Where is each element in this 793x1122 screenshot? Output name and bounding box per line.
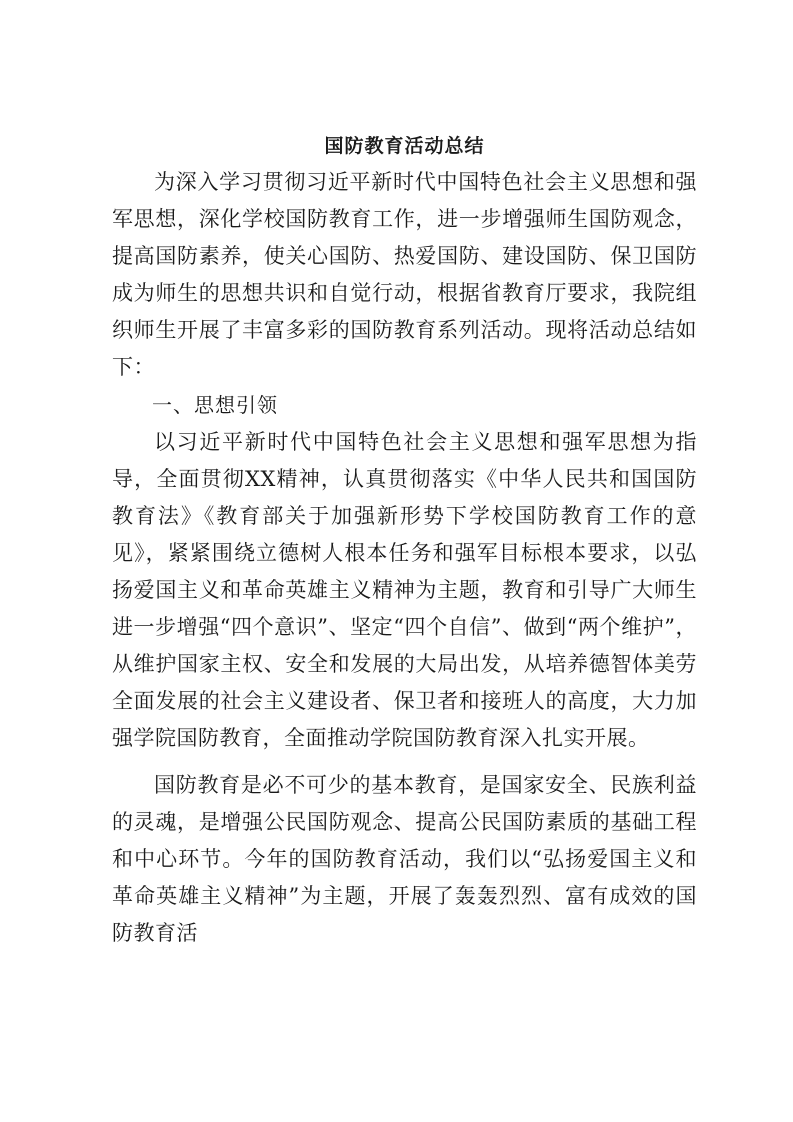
- section1-paragraph-2: 国防教育是必不可少的基本教育，是国家安全、民族利益的灵魂，是增强公民国防观念、提高公民国防素质的基础工程和中心环节。今年的国防教育活动，我们以“弘扬爱国主义和革命英雄主义精神”为主题，开展了轰轰烈烈、富有成效的国防教育活: [112, 773, 697, 945]
- section1-paragraph-1: 以习近平新时代中国特色社会主义思想和强军思想为指导，全面贯彻XX精神，认真贯彻落实《中华人民共和国国防教育法》《教育部关于加强新形势下学校国防教育工作的意见》，紧紧围绕立德树人根本任务和强军目标根本要求，以弘扬爱国主义和革命英雄主义精神为主题，教育和引导广大师生进一步增强“四个意识”、坚定“四个自信”、做到“两个维护”，从维护国家主权、安全和发展的大局出发，从培养德智体美劳全面发展的社会主义建设者、保卫者和接班人的高度，大力加强学院国防教育，全面推动学院国防教育深入扎实开展。: [112, 430, 697, 750]
- document-title: 国防教育活动总结: [324, 135, 485, 157]
- section-heading-thought-guidance: 一、思想引领: [152, 393, 278, 417]
- document-body: [112, 128, 697, 952]
- intro-paragraph: 为深入学习贯彻习近平新时代中国特色社会主义思想和强军思想，深化学校国防教育工作，进一步增强师生国防观念，提高国防素养，使关心国防、热爱国防、建设国防、保卫国防成为师生的思想共识和自觉行动，根据省教育厅要求，我院组织师生开展了丰富多彩的国防教育系列活动。现将活动总结如下：: [112, 170, 697, 379]
